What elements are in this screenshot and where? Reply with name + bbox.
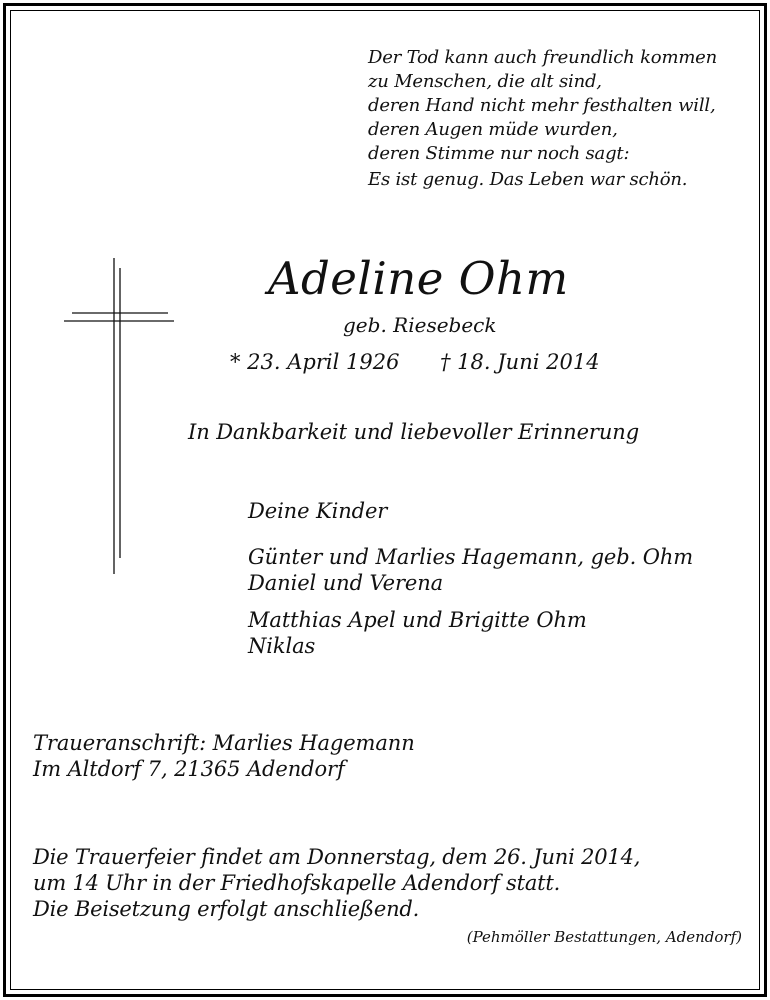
birth-name: geb. Riesebeck: [343, 313, 497, 337]
ceremony-line: Die Trauerfeier findet am Donnerstag, dem 26. Juni 2014,: [33, 845, 641, 869]
poem-line: zu Menschen, die alt sind,: [368, 71, 602, 92]
latin-cross-icon: [64, 258, 174, 574]
birth-date: * 23. April 1926: [230, 350, 400, 374]
undertaker-credit: (Pehmöller Bestattungen, Adendorf): [466, 928, 742, 946]
mourning-address-line: Traueranschrift: Marlies Hagemann: [33, 731, 415, 755]
ceremony-line: Die Beisetzung erfolgt anschließend.: [33, 897, 420, 921]
dedication: In Dankbarkeit und liebevoller Erinnerung: [188, 420, 640, 444]
poem-line: Es ist genug. Das Leben war schön.: [368, 169, 688, 190]
family-line: Günter und Marlies Hagemann, geb. Ohm: [248, 545, 694, 569]
family-line: Niklas: [248, 634, 316, 658]
family-line: Matthias Apel und Brigitte Ohm: [248, 608, 587, 632]
family-heading: Deine Kinder: [248, 499, 388, 523]
ceremony-line: um 14 Uhr in der Friedhofskapelle Adendorf statt.: [33, 871, 561, 895]
poem-line: deren Hand nicht mehr festhalten will,: [368, 95, 716, 116]
poem-line: Der Tod kann auch freundlich kommen: [368, 47, 718, 68]
family-line: Daniel und Verena: [248, 571, 444, 595]
poem-line: deren Augen müde wurden,: [368, 119, 618, 140]
deceased-name: Adeline Ohm: [268, 252, 569, 305]
death-date: † 18. Juni 2014: [440, 350, 600, 374]
mourning-address-line: Im Altdorf 7, 21365 Adendorf: [33, 757, 345, 781]
poem-line: deren Stimme nur noch sagt:: [368, 143, 630, 164]
